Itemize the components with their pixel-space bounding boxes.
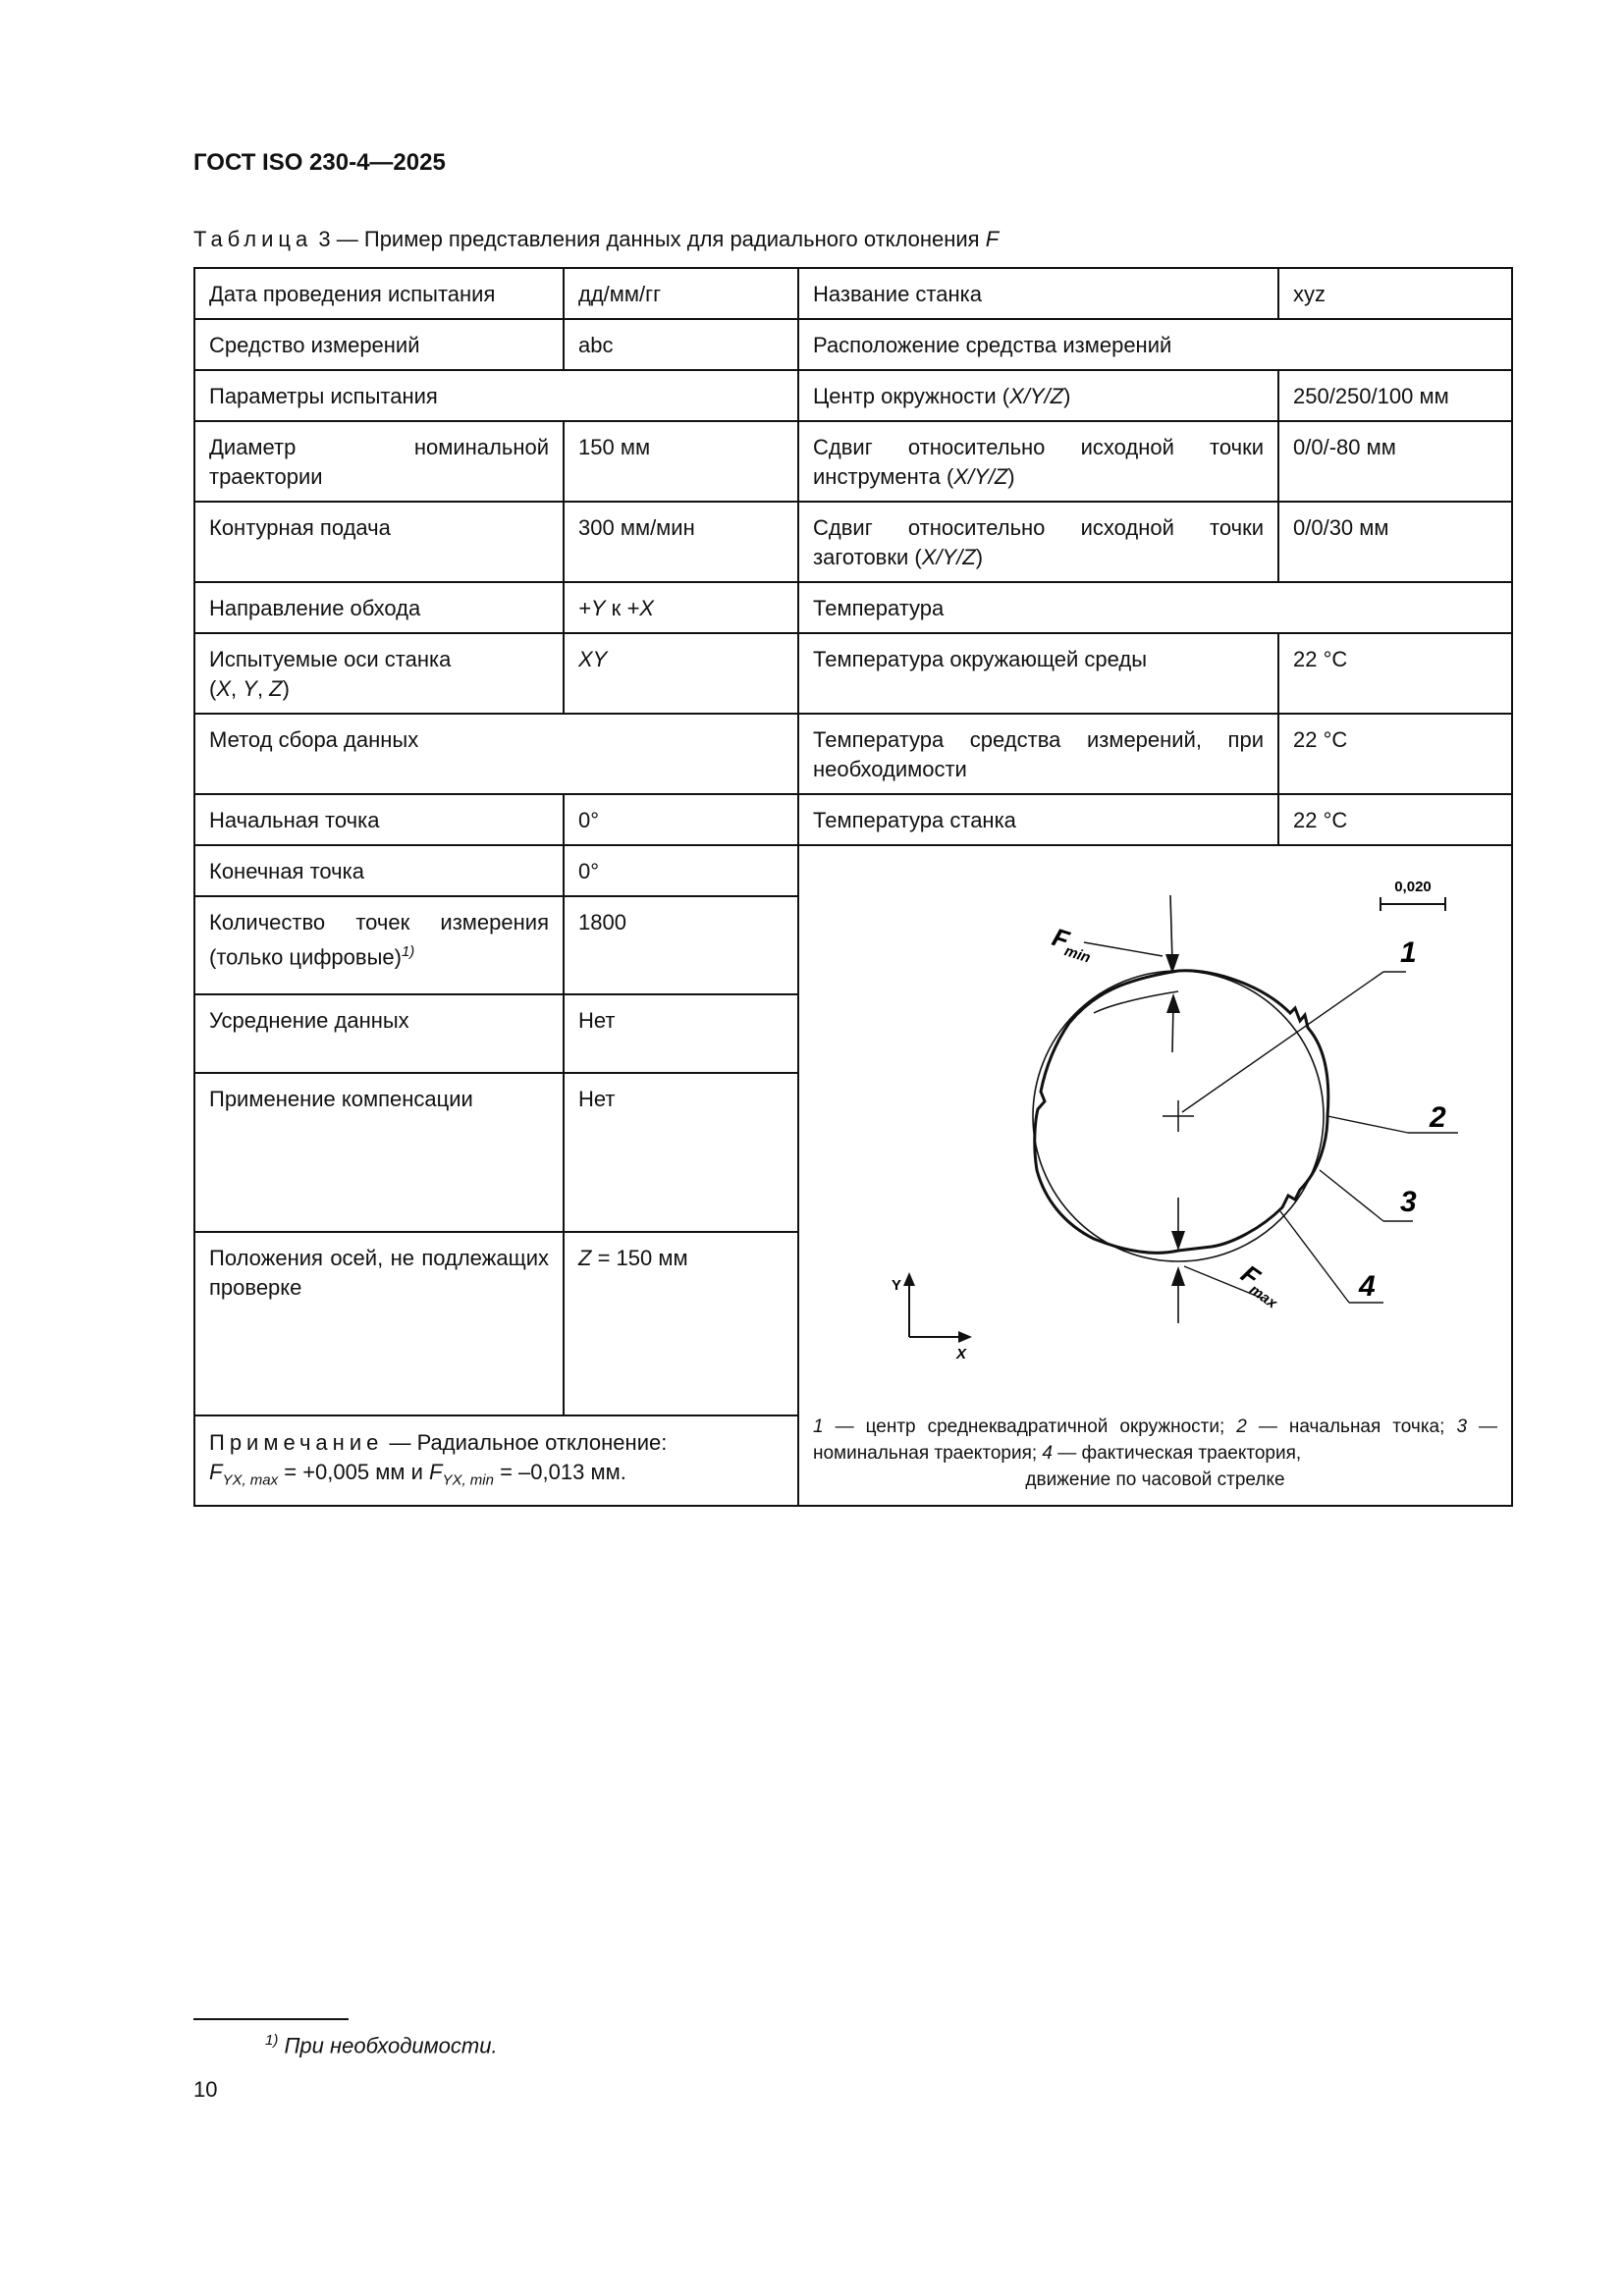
table-note [194,1415,798,1506]
table-row [194,319,1512,370]
cell-value [564,1232,798,1415]
table-caption [193,227,999,252]
cell-value: 0/0/-80 мм [1278,421,1512,502]
note-text: — Радиальное отклонение: [383,1429,668,1455]
label-4: 4 [1359,1270,1376,1303]
fmin-leader [1084,942,1163,956]
caption-t1: — центр среднеквадратичной окружности; [823,1416,1237,1437]
cell-label-close: ) [1063,384,1071,408]
cell-label: Направление обхода [194,582,564,633]
table-row [194,502,1512,582]
cell-value: дд/мм/гг [564,268,798,319]
direction-mid: к [605,596,627,620]
table-caption-symbol: F [985,227,1000,251]
cell-value: 250/250/100 мм [1278,370,1512,421]
cell-label-text: Испытуемые оси станка [209,647,452,671]
table-row [194,794,1512,845]
note-f2: F [429,1459,443,1484]
leader-3 [1320,1170,1383,1221]
note-sub1: YX, max [222,1471,279,1489]
cell-value: XY [564,633,798,714]
cell-value: 22 °C [1278,633,1512,714]
cell-label [798,502,1278,582]
table-row [194,633,1512,714]
fmin-arrowhead [1166,993,1180,1013]
footnote-mark: 1) [265,2032,279,2049]
table-caption-text: — Пример представления данных для радиального отклонения [336,227,980,251]
table-row [194,268,1512,319]
table-row [194,582,1512,633]
cell-label: Применение компенсации [194,1073,564,1232]
caption-t4: — фактическая траектория, [1053,1443,1302,1464]
direction-from: +Y [578,596,606,620]
cell-label [798,421,1278,502]
cell-label: Температура окружающей среды [798,633,1278,714]
cell-value: 22 °C [1278,794,1512,845]
cell-label: Положения осей, не подлежащих проверке [194,1232,564,1415]
cell-value: 150 мм [564,421,798,502]
caption-n3: 3 [1456,1416,1468,1437]
cell-label-text: Сдвиг относительно исходной точки инструмента ( [813,435,1264,489]
cell-label-axes: X/Y/Z [1009,384,1064,408]
cell-value: 0° [564,794,798,845]
cell-value: Нет [564,1073,798,1232]
note-v1: = +0,005 мм и [278,1459,429,1484]
table-caption-label: Таблица [193,227,313,251]
table-row [194,370,1512,421]
cell-value: 300 мм/мин [564,502,798,582]
cell-label: Усреднение данных [194,994,564,1073]
axis-var: Z [578,1246,592,1270]
table-row [194,845,1512,896]
direction-to: +X [626,596,654,620]
cell-label-text: Количество точек измерения (только цифровые) [209,910,549,970]
footnote [265,2032,498,2058]
caption-n1: 1 [813,1416,824,1437]
fmin-f: F [1049,922,1073,955]
fmax-f: F [1235,1258,1266,1293]
label-3: 3 [1400,1186,1417,1218]
fmin-sub: min [1062,942,1093,967]
cell-label: Температура средства измерений, при необходимости [798,714,1278,794]
cell-label: Диаметр номинальной траектории [194,421,564,502]
cell-value: 22 °C [1278,714,1512,794]
cell-label-close: ) [975,545,984,569]
leader-2 [1327,1116,1408,1133]
sep: , [256,676,270,701]
note-f1: F [209,1459,223,1484]
actual-path [1035,971,1328,1254]
fmax-arrowhead [1171,1266,1185,1286]
axis-value: = 150 мм [591,1246,688,1270]
cell-label-text: Сдвиг относительно исходной точки заготовки ( [813,515,1264,569]
page-number: 10 [193,2077,218,2102]
cell-label [194,896,564,994]
cell-label: Начальная точка [194,794,564,845]
cell-label [194,633,564,714]
footnote-ref: 1) [401,943,415,960]
note-sub2: YX, min [442,1471,494,1489]
caption-n4: 4 [1042,1443,1053,1464]
footnote-separator [193,2018,349,2020]
cell-value: xyz [1278,268,1512,319]
y-axis-label: Y [892,1277,902,1294]
table-caption-number: 3 [318,227,331,251]
x-axis-arrowhead [958,1331,972,1343]
cell-label: Средство измерений [194,319,564,370]
circular-test-plot [799,846,1458,1396]
scale-label: 0,020 [1394,879,1432,895]
cell-section: Параметры испытания [194,370,798,421]
fmin-label [1048,922,1098,966]
axis-y: Y [243,676,257,701]
cell-value [564,582,798,633]
y-axis-arrowhead [903,1272,915,1286]
cell-label-axes: X/Y/Z [921,545,976,569]
fmax-label [1233,1258,1290,1312]
leader-4 [1280,1211,1349,1303]
label-2: 2 [1430,1101,1446,1134]
document-header: ГОСТ ISO 230-4—2025 [193,149,446,176]
cell-section: Метод сбора данных [194,714,798,794]
caption-t3: — номинальная траектория; [813,1416,1498,1464]
cell-label-axes: X/Y/Z [953,464,1008,489]
cell-label-text: Центр окружности ( [813,384,1010,408]
note-label: Примечание [209,1429,384,1455]
cell-value: abc [564,319,798,370]
footnote-text: При необходимости. [284,2033,498,2058]
fmin-arrow [1170,895,1172,962]
cell-label: Конечная точка [194,845,564,896]
fmax-arrowhead [1171,1231,1185,1251]
sep: , [231,676,244,701]
test-data-table [193,267,1513,1507]
cell-label: Дата проведения испытания [194,268,564,319]
cell-value: Нет [564,994,798,1073]
axis-z: Z [269,676,283,701]
axis-x: X [216,676,232,701]
figure-caption [813,1414,1497,1493]
cell-label: Название станка [798,268,1278,319]
fmax-sub: max [1246,1281,1280,1312]
note-v2: = –0,013 мм. [493,1459,626,1484]
caption-t5: движение по часовой стрелке [1025,1469,1285,1490]
table-row [194,714,1512,794]
leader-1 [1182,972,1383,1112]
cell-label [798,370,1278,421]
x-axis-label: X [956,1346,967,1362]
paren: ( [209,676,217,701]
cell-value: 0° [564,845,798,896]
cell-label-close: ) [1007,464,1015,489]
cell-section: Температура [798,582,1512,633]
min-deviation-line [1094,991,1178,1013]
caption-t2: — начальная точка; [1246,1416,1445,1437]
figure-cell [798,845,1512,1506]
figure [799,846,1511,1502]
label-1: 1 [1400,936,1417,969]
cell-section: Расположение средства измерений [798,319,1512,370]
table-row [194,421,1512,502]
paren: ) [282,676,290,701]
cell-value: 1800 [564,896,798,994]
cell-value: 0/0/30 мм [1278,502,1512,582]
cell-label: Температура станка [798,794,1278,845]
cell-label: Контурная подача [194,502,564,582]
caption-n2: 2 [1236,1416,1247,1437]
